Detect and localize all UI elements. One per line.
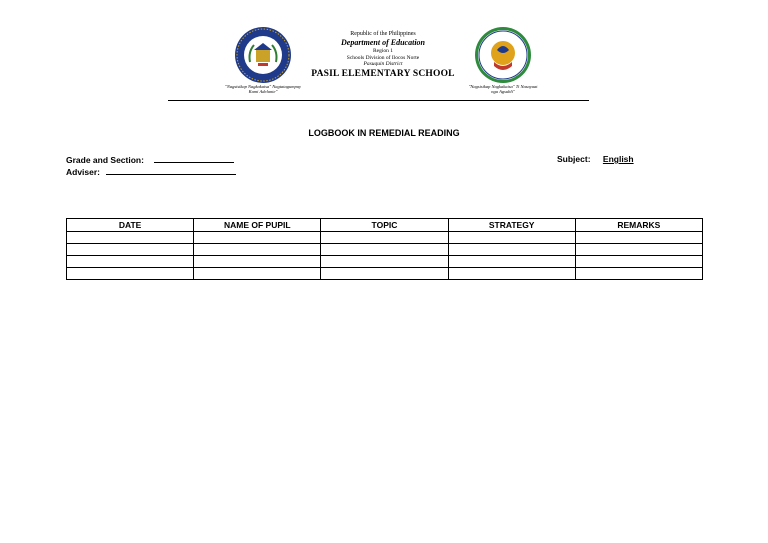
table-cell[interactable] — [194, 256, 321, 268]
region-line: Region 1 — [372, 48, 393, 54]
table-cell[interactable] — [575, 232, 702, 244]
table-cell[interactable] — [194, 268, 321, 280]
table-cell[interactable] — [67, 244, 194, 256]
table-cell[interactable] — [575, 256, 702, 268]
republic-line: Republic of the Philippines — [350, 31, 416, 37]
table-header-row — [67, 219, 703, 232]
column-header-date: DATE — [67, 219, 194, 232]
table-cell[interactable] — [448, 244, 575, 256]
school-name: PASIL ELEMENTARY SCHOOL — [311, 68, 455, 79]
table-row — [67, 244, 703, 256]
school-seal-icon — [474, 26, 532, 84]
grade-section-blank[interactable] — [154, 154, 234, 163]
document-title: LOGBOOK IN REMEDIAL READING — [308, 128, 460, 138]
column-header-topic: TOPIC — [321, 219, 448, 232]
division-line: Schools Division of Ilocos Norte — [346, 54, 420, 61]
subject-label: Subject: — [557, 154, 591, 164]
column-header-strategy: STRATEGY — [448, 219, 575, 232]
table-cell[interactable] — [321, 232, 448, 244]
table-cell[interactable] — [67, 232, 194, 244]
remedial-logbook-table — [66, 218, 703, 280]
table-cell[interactable] — [448, 268, 575, 280]
subject-field — [557, 154, 634, 164]
table-row — [67, 232, 703, 244]
school-motto-left: "Nagsisikap Nagkakaisa" Nagtatagumpay Kami Adelante" — [224, 84, 302, 94]
table-cell[interactable] — [194, 244, 321, 256]
letterhead — [0, 0, 768, 105]
deped-seal-icon — [234, 26, 292, 84]
letterhead-text — [300, 30, 466, 80]
table-cell[interactable] — [448, 256, 575, 268]
table-cell[interactable] — [321, 256, 448, 268]
table-row — [67, 256, 703, 268]
table-cell[interactable] — [448, 232, 575, 244]
table-row — [67, 268, 703, 280]
table-cell[interactable] — [321, 244, 448, 256]
grade-section-label: Grade and Section: — [66, 155, 144, 165]
table-cell[interactable] — [67, 268, 194, 280]
school-motto-right: "Nagsisikap Nagkakaisa" Ti Nasayaat nga Agsubli" — [468, 84, 538, 94]
table-cell[interactable] — [575, 268, 702, 280]
subject-value: English — [602, 154, 634, 164]
adviser-label: Adviser: — [66, 167, 101, 177]
column-header-remarks: REMARKS — [575, 219, 702, 232]
column-header-name-of-pupil: NAME OF PUPIL — [194, 219, 321, 232]
table-cell[interactable] — [575, 244, 702, 256]
table-cell[interactable] — [194, 232, 321, 244]
table-cell[interactable] — [321, 268, 448, 280]
grade-section-field — [66, 154, 234, 165]
header-divider — [168, 100, 589, 101]
department-line: Department of Education — [340, 38, 425, 47]
district-line: Pasuquin District — [363, 61, 403, 67]
adviser-field — [66, 166, 236, 177]
adviser-blank[interactable] — [106, 166, 236, 175]
table-cell[interactable] — [67, 256, 194, 268]
